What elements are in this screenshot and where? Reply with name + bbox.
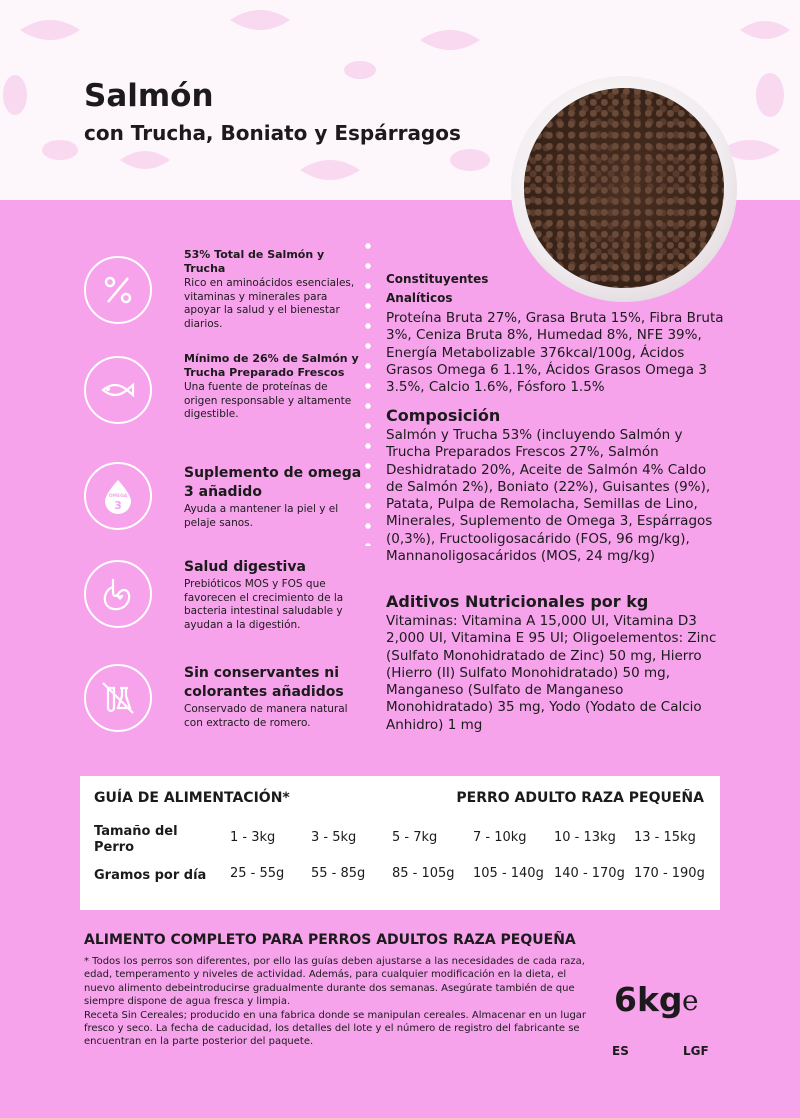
storage-note: Receta Sin Cereales; producido en una fabrica donde se manipulan cereales. Almacenar en un lugar fresco y seco. La fecha de caducidad, los detalles del lote y el número de registro del fabricante se encuentran en la parte posterior del paquete. — [84, 1009, 587, 1048]
omega-label: OMEGA — [108, 494, 128, 499]
net-weight: 6kg — [614, 980, 683, 1019]
feature-description: Una fuente de proteínas de origen responsable y altamente digestible. — [184, 381, 352, 420]
grams-cell: 140 - 170g — [554, 866, 625, 881]
size-cell: 1 - 3kg — [230, 830, 276, 845]
additives-text: Vitaminas: Vitamina A 15,000 UI, Vitamina D3 2,000 UI, Vitamina E 95 UI; Oligoelementos: Zinc (Sulfato Monohidratado de Zinc) 50 mg, Hierro (Hierro (II) Sulfato Monohidratado) 50 mg, Manganeso (Sulfato de Manganeso Monohidratado) 35 mg, Yodo (Yodato de Calcio Anhidro) 1 mg — [386, 613, 717, 733]
dotted-divider — [364, 236, 372, 546]
product-title: Salmón — [84, 78, 214, 114]
size-cell: 5 - 7kg — [392, 830, 438, 845]
percent-icon — [84, 256, 152, 324]
composition-heading: Composición — [386, 406, 501, 425]
grams-row-label: Gramos por día — [94, 868, 207, 883]
additives-heading: Aditivos Nutricionales por kg — [386, 592, 649, 611]
size-row-label: Tamaño del Perro — [94, 824, 178, 855]
omega-number: 3 — [114, 499, 122, 512]
size-cell: 7 - 10kg — [473, 830, 527, 845]
fish-icon — [84, 356, 152, 424]
language-code: ES — [612, 1044, 629, 1058]
feature-title: Suplemento de omega 3 añadido — [184, 465, 362, 500]
constituents-heading: Constituyentes Analíticos — [386, 272, 489, 305]
size-cell: 3 - 5kg — [311, 830, 357, 845]
footer-notes — [84, 955, 594, 1049]
feeding-guide-target: PERRO ADULTO RAZA PEQUEÑA — [456, 790, 704, 806]
feature-title: 53% Total de Salmón y Trucha — [184, 248, 325, 275]
product-code: LGF — [683, 1044, 709, 1058]
feeding-guide-title: GUÍA DE ALIMENTACIÓN* — [94, 790, 290, 806]
complete-food-heading: ALIMENTO COMPLETO PARA PERROS ADULTOS RAZA PEQUEÑA — [84, 932, 576, 948]
analytical-constituents — [386, 270, 726, 396]
stomach-icon — [84, 560, 152, 628]
kibble-image — [524, 88, 724, 288]
feature-title: Salud digestiva — [184, 559, 306, 575]
nutritional-additives — [386, 591, 726, 734]
feature-title: Mínimo de 26% de Salmón y Trucha Preparado Frescos — [184, 352, 359, 379]
size-cell: 13 - 15kg — [634, 830, 696, 845]
composition-text: Salmón y Trucha 53% (incluyendo Salmón y Trucha Preparados Frescos 27%, Salmón Deshidratado 20%, Aceite de Salmón 4% Caldo de Salmón 2%), Boniato (22%), Guisantes (9%), Patata, Pulpa de Remolacha, Semillas de Lino, Minerales, Suplemento de Omega 3, Espárragos (0,3%), Fructooligosacárido (FOS, 96 mg/kg), Mannanoligosacáridos (MOS, 24 mg/kg) — [386, 427, 713, 565]
no-chemicals-icon — [84, 664, 152, 732]
feeding-guide-table — [80, 776, 720, 910]
feature-title: Sin conservantes ni colorantes añadidos — [184, 665, 344, 700]
grams-cell: 85 - 105g — [392, 866, 455, 881]
feature-description: Conservado de manera natural con extracto de romero. — [184, 703, 348, 729]
feature-description: Ayuda a mantener la piel y el pelaje sanos. — [184, 503, 339, 529]
feeding-note: * Todos los perros son diferentes, por ello las guías deben ajustarse a las necesidades de cada raza, edad, temperamento y niveles de actividad. Además, para cualquier modificación en la dieta, el nuevo alimento debeintroducirse gradualmente durante dos semanas. Asegúrate también de que siempre dispone de agua fresca y limpia. — [84, 956, 585, 1008]
omega3-drop-icon — [84, 462, 152, 530]
constituents-text: Proteína Bruta 27%, Grasa Bruta 15%, Fibra Bruta 3%, Ceniza Bruta 8%, Humedad 8%, NFE 39%, Energía Metabolizable 376kcal/100g, Ácidos Grasos Omega 6 1.1%, Ácidos Grasos Omega 3 3.5%, Calcio 1.6%, Fósforo 1.5% — [386, 310, 724, 396]
product-subtitle: con Trucha, Boniato y Espárragos — [84, 121, 461, 145]
feature-description: Rico en aminoácidos esenciales, vitaminas y minerales para apoyar la salud y el bienestar diarios. — [184, 277, 355, 330]
estimated-sign: e — [682, 984, 699, 1017]
feature-description: Prebióticos MOS y FOS que favorecen el crecimiento de la bacteria intestinal saludable y ayudan a la digestión. — [184, 578, 344, 631]
grams-cell: 105 - 140g — [473, 866, 544, 881]
size-cell: 10 - 13kg — [554, 830, 616, 845]
composition — [386, 405, 726, 565]
grams-cell: 25 - 55g — [230, 866, 285, 881]
grams-cell: 170 - 190g — [634, 866, 705, 881]
grams-cell: 55 - 85g — [311, 866, 366, 881]
